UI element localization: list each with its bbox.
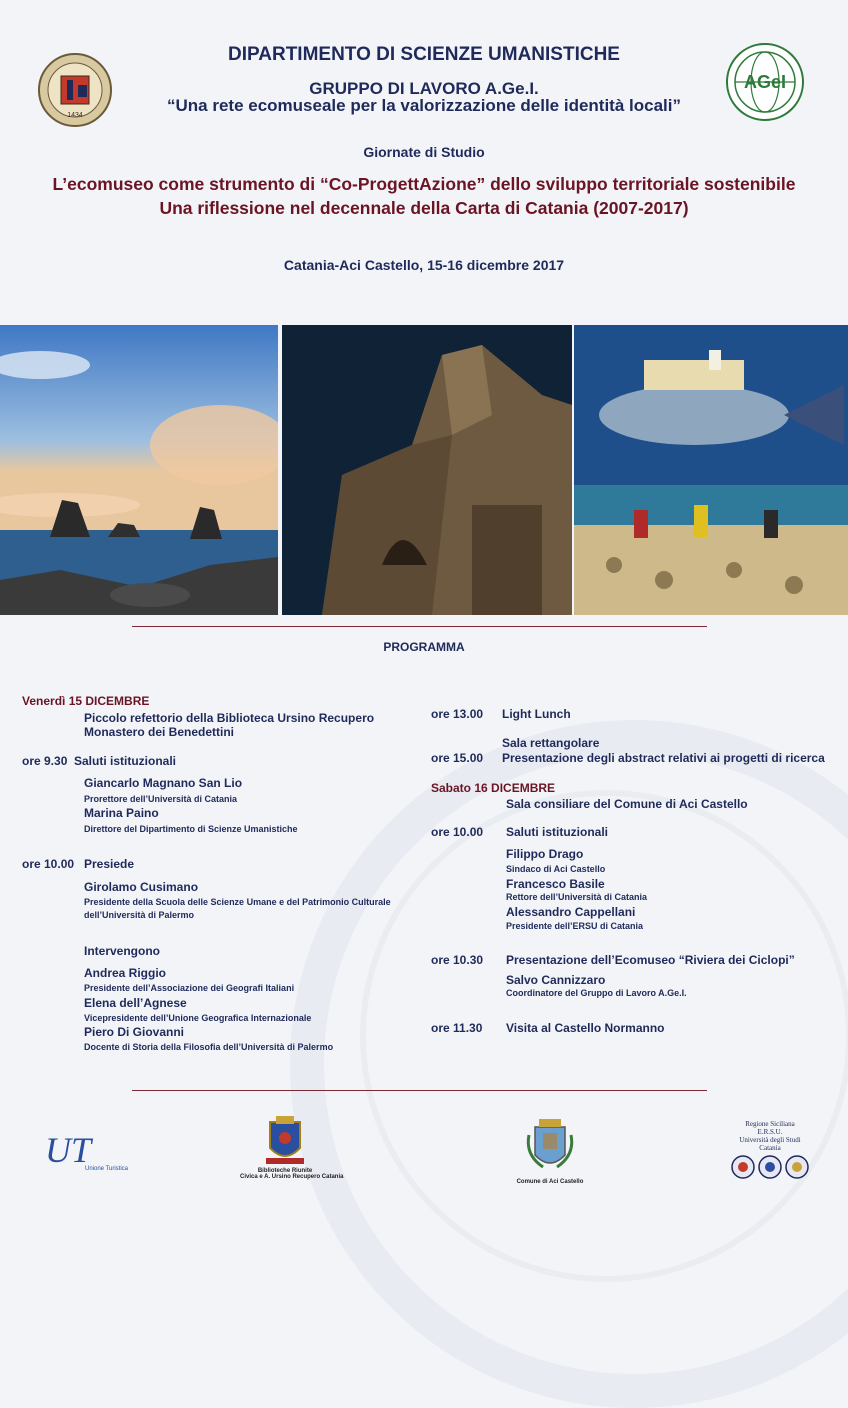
left-time-2-label: Presiede xyxy=(84,857,135,871)
speaker-digiovanni: Piero Di Giovanni xyxy=(84,1025,185,1039)
speaker-cappellani-role: Presidente dell’ERSU di Catania xyxy=(506,921,644,931)
right-time-2: ore 15.00 xyxy=(431,751,484,765)
ersu-logo xyxy=(720,1120,820,1190)
right-room: Sala rettangolare xyxy=(502,736,600,750)
agei-letters: AGeI xyxy=(743,72,786,92)
ersu-line2: E.R.S.U. xyxy=(757,1128,783,1136)
left-venue2: Monastero dei Benedettini xyxy=(84,725,235,739)
ersu-line3: Università degli Studi xyxy=(739,1136,801,1144)
speaker-cusimano: Girolamo Cusimano xyxy=(84,880,199,894)
ersu-line4: Catania xyxy=(759,1144,781,1152)
comune-caption: Comune di Aci Castello xyxy=(516,1179,584,1185)
place-date: Catania-Aci Castello, 15-16 dicembre 2017 xyxy=(283,257,565,273)
seal-year: 1434 xyxy=(67,112,83,119)
divider-top xyxy=(132,626,707,627)
speaker-cappellani: Alessandro Cappellani xyxy=(506,905,636,919)
event-title-line1: L’ecomuseo come strumento di “Co-ProgettAzione” dello sviluppo territoriale sostenibile xyxy=(52,174,796,194)
speaker-digiovanni-role: Docente di Storia della Filosofia dell’Università di Palermo xyxy=(84,1042,334,1052)
speaker-magnano: Giancarlo Magnano San Lio xyxy=(84,776,243,790)
speaker-cusimano-role2: dell’Università di Palermo xyxy=(84,910,195,920)
speaker-drago: Filippo Drago xyxy=(506,847,584,861)
speaker-dellagnese: Elena dell’Agnese xyxy=(84,996,187,1010)
speaker-paino: Marina Paino xyxy=(84,806,159,820)
right-day: Sabato 16 DICEMBRE xyxy=(431,781,556,795)
ut-logo xyxy=(45,1130,135,1180)
department-title: DIPARTIMENTO DI SCIENZE UMANISTICHE xyxy=(228,44,620,65)
comune-aci-castello-logo xyxy=(515,1115,585,1190)
ut-caption: Unione Turistica xyxy=(85,1166,129,1172)
right-time-1-label: Light Lunch xyxy=(502,707,571,721)
right-time-4-label: Presentazione dell’Ecomuseo “Riviera dei Ciclopi” xyxy=(506,953,795,967)
left-day: Venerdì 15 DICEMBRE xyxy=(22,694,150,708)
right-time-2-label: Presentazione degli abstract relativi ai progetti di ricerca xyxy=(502,751,825,765)
right-time-5-label: Visita al Castello Normanno xyxy=(506,1021,665,1035)
divider-bottom xyxy=(132,1090,707,1091)
event-type: Giornate di Studio xyxy=(363,144,485,160)
biblioteche-logo xyxy=(240,1116,344,1186)
speaker-cannizzaro-role: Coordinatore del Gruppo di Lavoro A.Ge.I. xyxy=(506,988,687,998)
left-time-1: ore 9.30 xyxy=(22,754,68,768)
event-title-line2: Una riflessione nel decennale della Carta di Catania (2007-2017) xyxy=(159,198,689,218)
programma-heading: PROGRAMMA xyxy=(383,640,465,654)
right-venue: Sala consiliare del Comune di Aci Castello xyxy=(506,797,748,811)
group-title: GRUPPO DI LAVORO A.Ge.I. xyxy=(309,79,539,98)
speaker-magnano-role: Prorettore dell’Università di Catania xyxy=(84,794,238,804)
right-time-4: ore 10.30 xyxy=(431,953,484,967)
right-time-3-label: Saluti istituzionali xyxy=(506,825,609,839)
photo-sea-stacks xyxy=(0,325,278,615)
right-time-1: ore 13.00 xyxy=(431,707,484,721)
left-time-1-label: Saluti istituzionali xyxy=(74,754,177,768)
speaker-paino-role: Direttore del Dipartimento di Scienze Umanistiche xyxy=(84,824,298,834)
photo-painting-fish xyxy=(574,325,848,615)
intervengono-label: Intervengono xyxy=(84,944,161,958)
right-time-5: ore 11.30 xyxy=(431,1021,483,1035)
speaker-basile: Francesco Basile xyxy=(506,877,605,891)
ersu-line1: Regione Siciliana xyxy=(745,1120,795,1128)
speaker-cusimano-role1: Presidente della Scuola delle Scienze Umane e del Patrimonio Culturale xyxy=(84,897,391,907)
left-time-2: ore 10.00 xyxy=(22,857,75,871)
speaker-dellagnese-role: Vicepresidente dell’Unione Geografica Internazionale xyxy=(84,1013,312,1023)
speaker-cannizzaro: Salvo Cannizzaro xyxy=(506,973,606,987)
biblioteche-line2: Civica e A. Ursino Recupero Catania xyxy=(240,1174,344,1180)
speaker-riggio: Andrea Riggio xyxy=(84,966,167,980)
group-subtitle: “Una rete ecomuseale per la valorizzazione delle identità locali” xyxy=(167,96,681,115)
photo-norman-castle xyxy=(282,325,572,615)
right-time-3: ore 10.00 xyxy=(431,825,484,839)
speaker-basile-role: Rettore dell’Università di Catania xyxy=(506,892,648,902)
ut-logo-text: UT xyxy=(45,1130,92,1170)
biblioteche-line1: Biblioteche Riunite xyxy=(257,1168,313,1174)
speaker-riggio-role: Presidente dell’Associazione dei Geografi Italiani xyxy=(84,983,295,993)
speaker-drago-role: Sindaco di Aci Castello xyxy=(506,864,606,874)
left-venue1: Piccolo refettorio della Biblioteca Ursino Recupero xyxy=(84,711,375,725)
